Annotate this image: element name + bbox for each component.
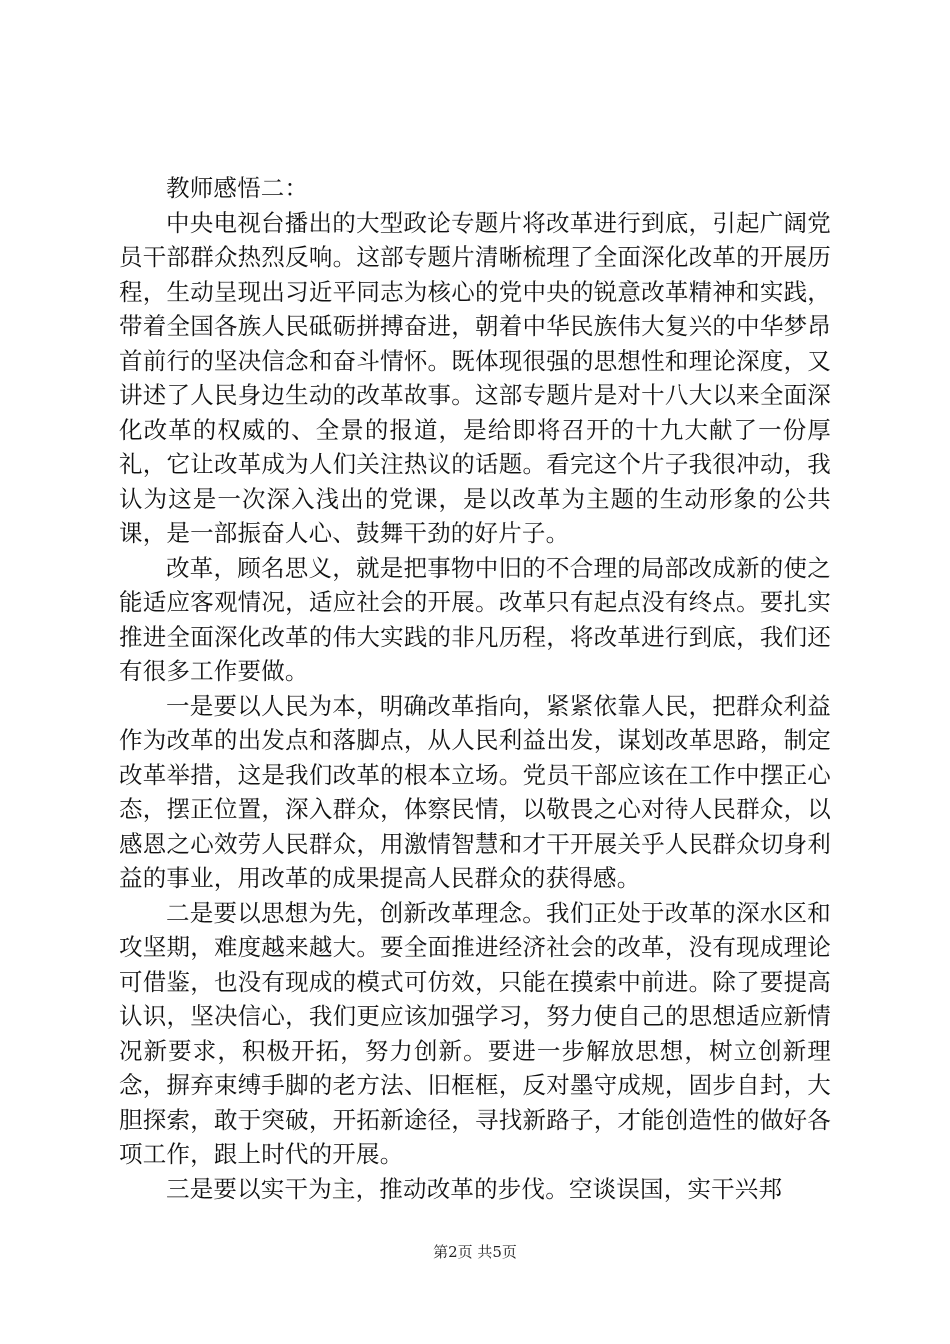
paragraph: 一是要以人民为本，明确改革指向，紧紧依靠人民，把群众利益作为改革的出发点和落脚点，从人民利益出发，谋划改革思路，制定改革举措，这是我们改革的根本立场。党员干部应该在工作中摆正心态，摆正位置，深入群众，体察民情，以敬畏之心对待人民群众，以感恩之心效劳人民群众，用激情智慧和才干开展关乎人民群众切身利益的事业，用改革的成果提高人民群众的获得感。 (119, 691, 831, 892)
document-body (119, 171, 831, 1206)
paragraph: 二是要以思想为先，创新改革理念。我们正处于改革的深水区和攻坚期，难度越来越大。要全面推进经济社会的改革，没有现成理论可借鉴，也没有现成的模式可仿效，只能在摸索中前进。除了要提高认识，坚决信心，我们更应该加强学习，努力使自己的思想适应新情况新要求，积极开拓，努力创新。要进一步解放思想，树立创新理念，摒弃束缚手脚的老方法、旧框框，反对墨守成规，固步自封，大胆探索，敢于突破，开拓新途径，寻找新路子，才能创造性的做好各项工作，跟上时代的开展。 (119, 898, 831, 1168)
paragraph: 三是要以实干为主，推动改革的步伐。空谈误国，实干兴邦 (166, 1174, 783, 1203)
page-number-footer: 第2页 共5页 (433, 1243, 517, 1261)
section-heading: 教师感悟二： (166, 174, 309, 202)
paragraph: 中央电视台播出的大型政论专题片将改革进行到底，引起广阔党员干部群众热烈反响。这部专题片清晰梳理了全面深化改革的开展历程，生动呈现出习近平同志为核心的党中央的锐意改革精神和实践，带着全国各族人民砥砺拼搏奋进，朝着中华民族伟大复兴的中华梦昂首前行的坚决信念和奋斗情怀。既体现很强的思想性和理论深度，又讲述了人民身边生动的改革故事。这部专题片是对十八大以来全面深化改革的权威的、全景的报道，是给即将召开的十九大献了一份厚礼，它让改革成为人们关注热议的话题。看完这个片子我很冲动，我认为这是一次深入浅出的党课，是以改革为主题的生动形象的公共课，是一部振奋人心、鼓舞干劲的好片子。 (119, 208, 831, 547)
paragraph: 改革，顾名思义，就是把事物中旧的不合理的局部改成新的使之能适应客观情况，适应社会的开展。改革只有起点没有终点。要扎实推进全面深化改革的伟大实践的非凡历程，将改革进行到底，我们还有很多工作要做。 (119, 553, 831, 685)
